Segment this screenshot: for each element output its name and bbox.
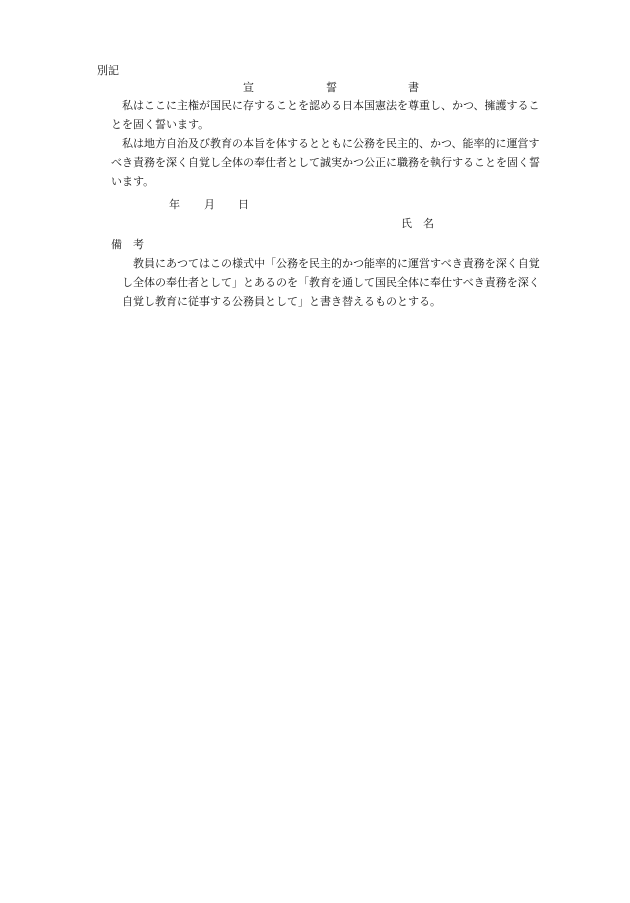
remarks-heading: 備 考 bbox=[111, 238, 144, 251]
remarks-line3: 自覚し教育に従事する公務員として」と書き替えるものとする。 bbox=[122, 295, 441, 308]
date-month: 月 bbox=[204, 198, 215, 211]
title-char-3: 書 bbox=[408, 81, 419, 94]
paragraph1-line2: とを固く誓います。 bbox=[111, 118, 210, 131]
paragraph2-line3: います。 bbox=[111, 175, 155, 188]
paragraph1-line1: 私はここに主権が国民に存することを認める日本国憲法を尊重し、かつ、擁護するこ bbox=[122, 99, 540, 112]
paragraph2-line2: べき責務を深く自覚し全体の奉仕者として誠実かつ公正に職務を執行することを固く誓 bbox=[111, 156, 540, 169]
title-char-2: 誓 bbox=[326, 81, 337, 94]
section-label: 別記 bbox=[97, 64, 119, 77]
remarks-line2: し全体の奉仕者として」とあるのを「教育を通して国民全体に奉仕すべき責務を深く bbox=[122, 276, 540, 289]
paragraph2-line1: 私は地方自治及び教育の本旨を体するとともに公務を民主的、かつ、能率的に運営す bbox=[122, 137, 540, 150]
date-year: 年 bbox=[169, 198, 180, 211]
signature-label: 氏 名 bbox=[401, 217, 434, 230]
remarks-line1: 教員にあつてはこの様式中「公務を民主的かつ能率的に運営すべき責務を深く自覚 bbox=[133, 257, 540, 270]
title-char-1: 宣 bbox=[243, 81, 254, 94]
date-day: 日 bbox=[238, 198, 249, 211]
